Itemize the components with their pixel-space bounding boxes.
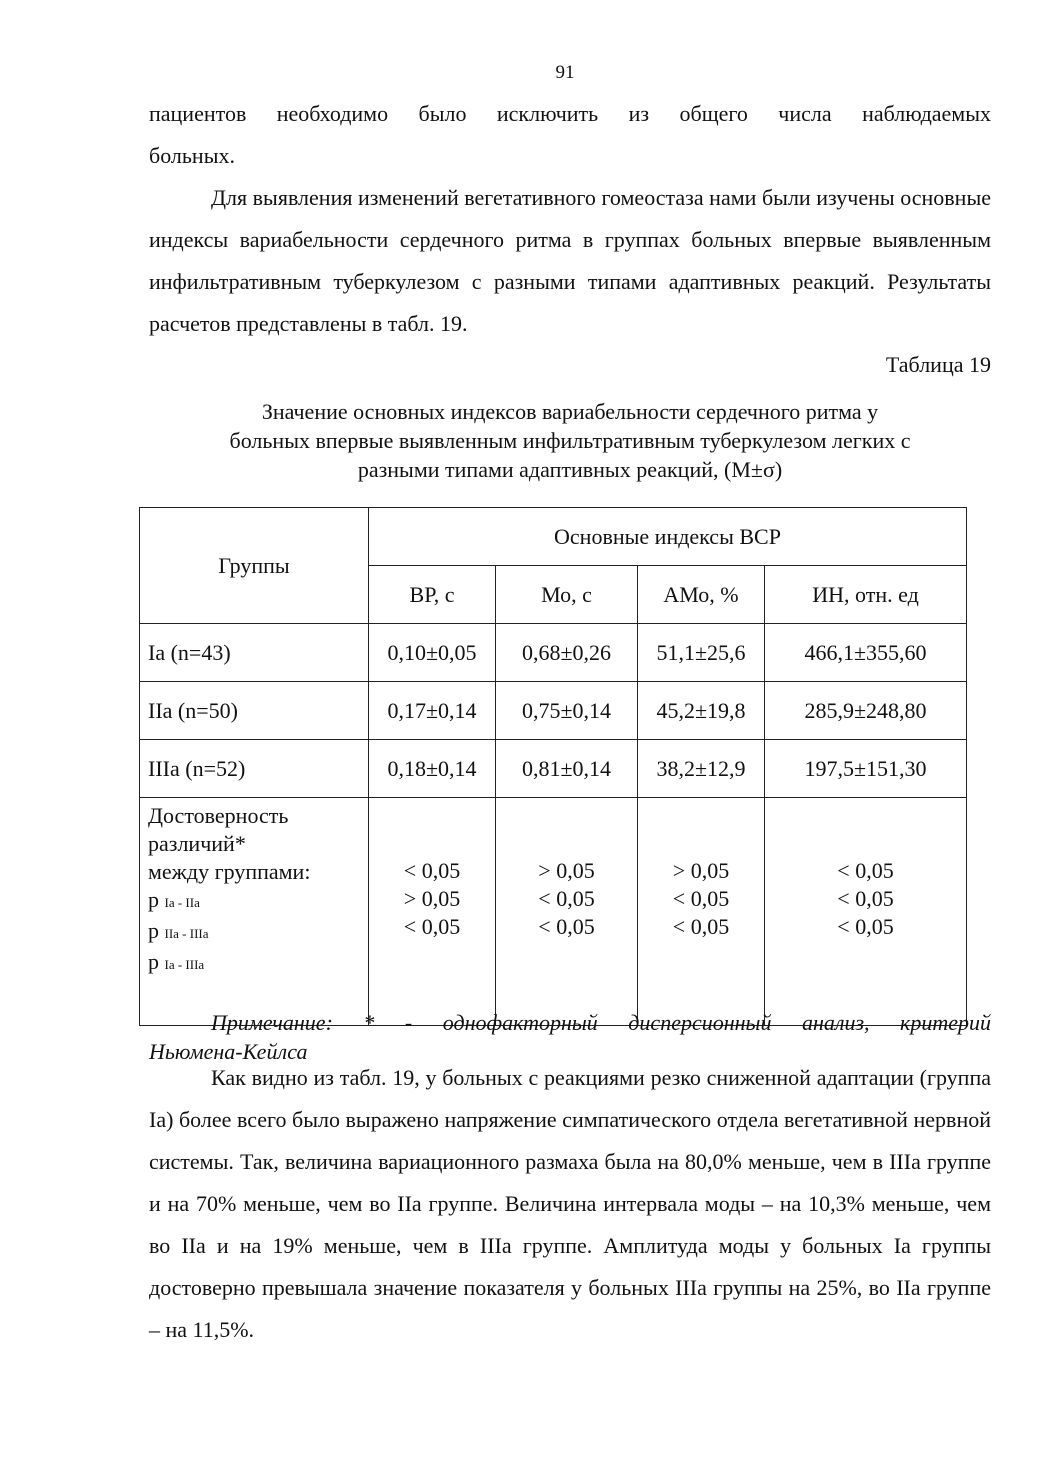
value-cell: 0,18±0,14 [369,740,496,798]
table-row [140,682,967,740]
value-cell: 45,2±19,8 [638,682,765,740]
value-cell: 0,75±0,14 [496,682,638,740]
column-header-mo: Мо, с [496,566,638,624]
paragraph-intro: Для выявления изменений вегетативного гомеостаза нами были изучены основные индексы вариабельности сердечного ритма в группах больных впервые выявленным инфильтративным туберкулезом с разными типами адаптивных реакций. Результаты расчетов представлены в табл. 19. [149,185,991,336]
paragraph-continuation-line1: пациентов необходимо было исключить из общего числа наблюдаемых [149,101,991,126]
value-cell: 0,68±0,26 [496,624,638,682]
caption-line3: разными типами адаптивных реакций, (М±σ) [357,457,783,482]
significance-title-line1: Достоверность [148,803,289,828]
group-cell: IIIа (n=52) [140,740,369,798]
value-cell: 0,17±0,14 [369,682,496,740]
value-cell: 0,81±0,14 [496,740,638,798]
significance-label-cell [140,798,369,1026]
significance-values-amo: > 0,05 < 0,05 < 0,05 [638,798,765,1026]
value-cell: 285,9±248,80 [765,682,967,740]
paragraph-continuation [149,93,991,177]
paragraph-analysis: Как видно из табл. 19, у больных с реакциями резко сниженной адаптации (группа Iа) более всего было выражено напряжение симпатического отдела вегетативной нервной системы. Так, величина вариационного размаха была на 80,0% меньше, чем в IIIа группе и на 70% меньше, чем во IIа группе. Величина интервала моды – на 10,3% меньше, чем во IIа и на 19% меньше, чем в IIIа группе. Амплитуда моды у больных Iа группы достоверно превышала значение показателя у больных IIIа группы на 25%, во IIа группе – на 11,5%. [149,1065,991,1342]
significance-title-line3: между группами: [148,859,311,884]
column-header-amo: АМо, % [638,566,765,624]
note-line1: Примечание: * - однофакторный дисперсионный анализ, критерий [211,1010,991,1035]
groups-header: Группы [140,508,369,624]
value-cell: 466,1±355,60 [765,624,967,682]
significance-values-vr: < 0,05 > 0,05 < 0,05 [369,798,496,1026]
main-indices-header: Основные индексы ВСР [369,508,967,566]
significance-title-line2: различий* [148,831,246,856]
p-label-1: p Iа - IIа [148,887,200,912]
note-line2: Ньюмена-Кейлса [149,1039,308,1064]
value-cell: 38,2±12,9 [638,740,765,798]
page-number: 91 [555,62,575,83]
table-label: Таблица 19 [885,352,991,377]
significance-values-in: < 0,05 < 0,05 < 0,05 [765,798,967,1026]
table-row [140,740,967,798]
table-caption [149,397,991,484]
table-row [140,624,967,682]
column-header-vr: ВР, с [369,566,496,624]
paragraph-continuation-line2: больных. [149,143,235,168]
value-cell: 0,10±0,05 [369,624,496,682]
group-cell: Iа (n=43) [140,624,369,682]
p-label-3: p Iа - IIIа [148,949,205,974]
value-cell: 197,5±151,30 [765,740,967,798]
significance-values-mo: > 0,05 < 0,05 < 0,05 [496,798,638,1026]
column-header-in: ИН, отн. ед [765,566,967,624]
caption-line1: Значение основных индексов вариабельности сердечного ритма у [261,399,879,424]
group-cell: IIа (n=50) [140,682,369,740]
table-header-row [140,508,967,566]
value-cell: 51,1±25,6 [638,624,765,682]
caption-line2: больных впервые выявленным инфильтративным туберкулезом легких с [229,428,911,453]
p-label-2: p IIа - IIIа [148,918,209,943]
significance-row [140,798,967,1026]
hrv-table [139,507,967,1026]
